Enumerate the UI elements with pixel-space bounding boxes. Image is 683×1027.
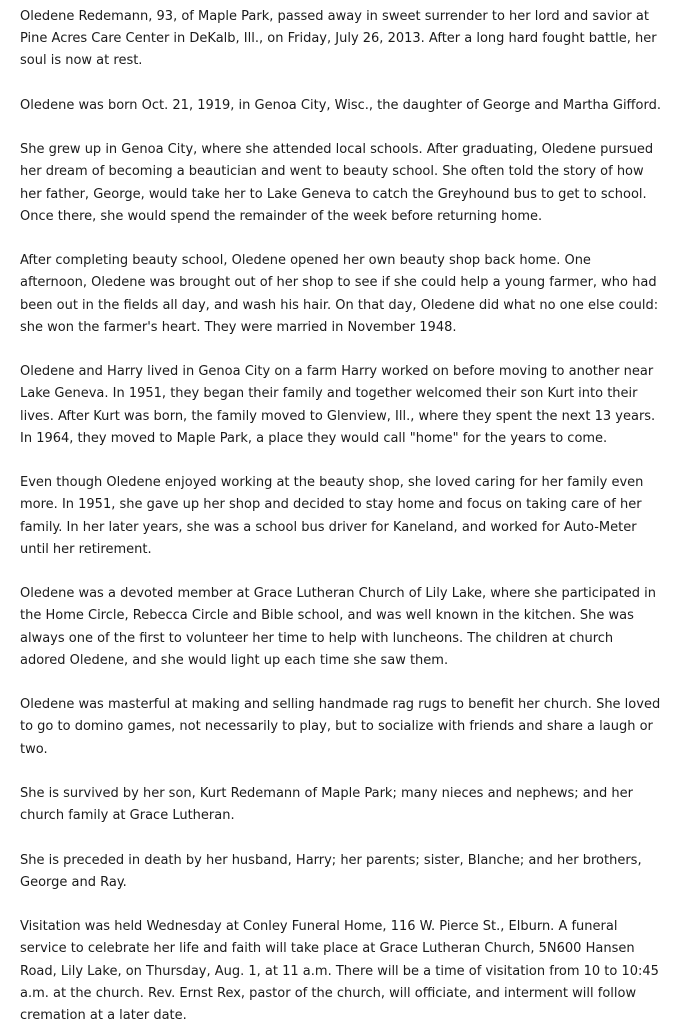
paragraph-preceded-by: She is preceded in death by her husband, Harry; her parents; sister, Blanche; and her brothers, George and Ray. (20, 852, 642, 890)
paragraph-hobbies: Oledene was masterful at making and selling handmade rag rugs to benefit her church. She loved to go to domino games, not necessarily to play, but to socialize with friends and share a laugh or two. (20, 697, 661, 757)
paragraph-childhood: She grew up in Genoa City, where she attended local schools. After graduating, Oledene pursued her dream of becoming a beautician and went to beauty school. She often told the story of how her father, George, would take her to Lake Geneva to catch the Greyhound bus to get to school. Once there, she would spend the remainder of the week before returning home. (20, 142, 654, 224)
paragraph-beauty-shop: After completing beauty school, Oledene opened her own beauty shop back home. One afternoon, Oledene was brought out of her shop to see if she could help a young farmer, who had been out in the fields all day, and wash his hair. On that day, Oledene did what no one else could: she won the farmer's heart. They were married in November 1948. (20, 253, 659, 335)
paragraph-career: Even though Oledene enjoyed working at the beauty shop, she loved caring for her family even more. In 1951, she gave up her shop and decided to stay home and focus on taking care of her family. In her later years, she was a school bus driver for Kaneland, and worked for Auto-Meter until her retirement. (20, 475, 644, 557)
paragraph-death-notice: Oledene Redemann, 93, of Maple Park, passed away in sweet surrender to her lord and savior at Pine Acres Care Center in DeKalb, Ill., on Friday, July 26, 2013. After a long hard fought battle, her soul is now at rest. (20, 9, 657, 69)
paragraph-family-life: Oledene and Harry lived in Genoa City on a farm Harry worked on before moving to another near Lake Geneva. In 1951, they began their family and together welcomed their son Kurt into their lives. After Kurt was born, the family moved to Glenview, Ill., where they spent the next 13 years. In 1964, they moved to Maple Park, a place they would call "home" for the years to come. (20, 364, 656, 446)
paragraph-birth: Oledene was born Oct. 21, 1919, in Genoa City, Wisc., the daughter of George and Martha Gifford. (20, 97, 661, 113)
paragraph-survived-by: She is survived by her son, Kurt Redemann of Maple Park; many nieces and nephews; and her church family at Grace Lutheran. (20, 785, 633, 824)
paragraph-services: Visitation was held Wednesday at Conley Funeral Home, 116 W. Pierce St., Elburn. A funeral service to celebrate her life and faith will take place at Grace Lutheran Church, 5N600 Hansen Road, Lily Lake, on Thursday, Aug. 1, at 11 a.m. There will be a time of visitation from 10 to 10:45 a.m. at the church. Rev. Ernst Rex, pastor of the church, will officiate, and interment will follow cremation at a later date. (20, 919, 659, 1023)
paragraph-church: Oledene was a devoted member at Grace Lutheran Church of Lily Lake, where she participated in the Home Circle, Rebecca Circle and Bible school, and was well known in the kitchen. She was always one of the first to volunteer her time to help with luncheons. The children at church adored Oledene, and she would light up each time she saw them. (20, 586, 657, 668)
